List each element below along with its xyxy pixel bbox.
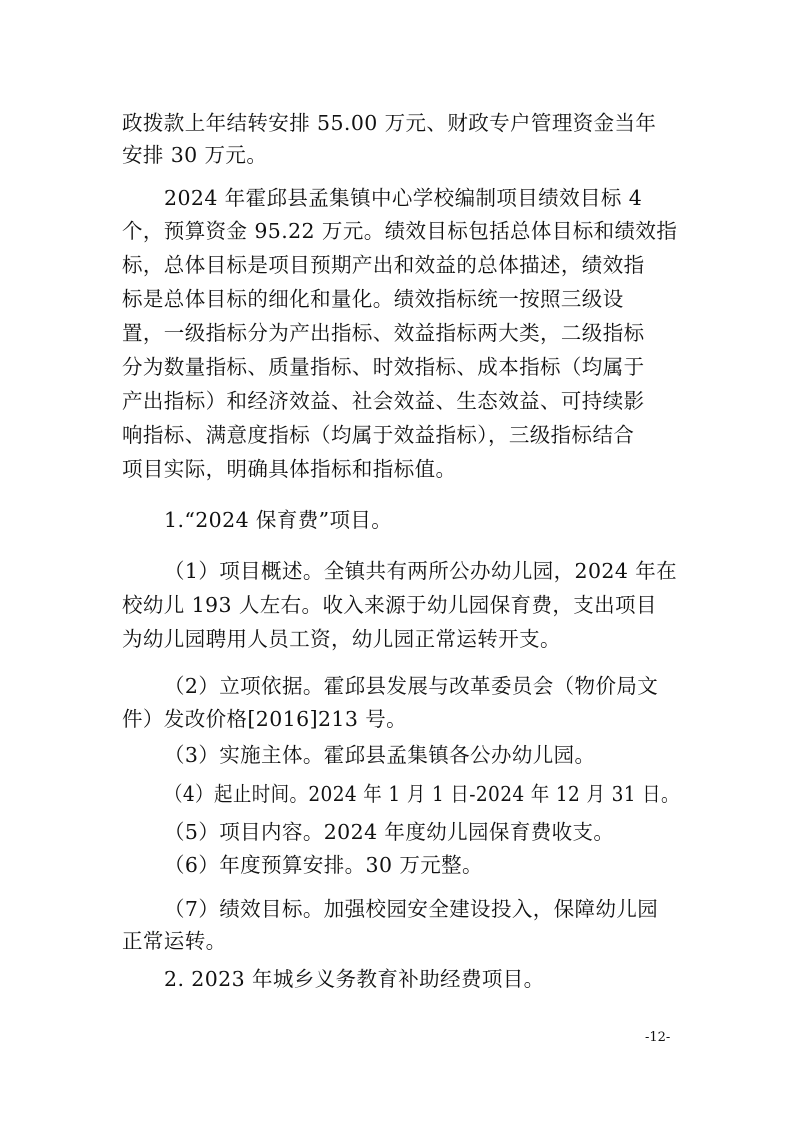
item-1-line-1: （1）项目概述。全镇共有两所公办幼儿园，2024 年在 xyxy=(164,559,678,583)
paragraph-2-line-5: 置，一级指标分为产出指标、效益指标两大类，二级指标 xyxy=(122,321,645,345)
paragraph-2-line-8: 响指标、满意度指标（均属于效益指标），三级指标结合 xyxy=(122,423,635,447)
item-5: （5）项目内容。2024 年度幼儿园保育费收支。 xyxy=(164,820,615,844)
item-6: （6）年度预算安排。30 万元整。 xyxy=(164,853,483,877)
paragraph-2-line-4: 标是总体目标的细化和量化。绩效指标统一按照三级设 xyxy=(122,287,624,311)
paragraph-2-line-1: 2024 年霍邱县孟集镇中心学校编制项目绩效目标 4 xyxy=(164,186,643,210)
paragraph-2-line-2: 个，预算资金 95.22 万元。绩效目标包括总体目标和绩效指 xyxy=(122,219,678,243)
paragraph-1-line-1: 政拨款上年结转安排 55.00 万元、财政专户管理资金当年 xyxy=(122,111,657,135)
section-heading-1: 1.“2024 保育费”项目。 xyxy=(164,508,393,532)
paragraph-2-line-7: 产出指标）和经济效益、社会效益、生态效益、可持续影 xyxy=(122,389,645,413)
paragraph-2-line-3: 标，总体目标是项目预期产出和效益的总体描述，绩效指 xyxy=(122,253,645,277)
item-7-line-1: （7）绩效目标。加强校园安全建设投入，保障幼儿园 xyxy=(164,897,659,921)
item-2-line-1: （2）立项依据。霍邱县发展与改革委员会（物价局文 xyxy=(164,674,659,698)
paragraph-1-line-2: 安排 30 万元。 xyxy=(122,143,268,167)
item-3: （3）实施主体。霍邱县孟集镇各公办幼儿园。 xyxy=(164,743,596,767)
section-heading-2: 2. 2023 年城乡义务教育补助经费项目。 xyxy=(164,967,545,991)
item-1-line-3: 为幼儿园聘用人员工资，幼儿园正常运转开支。 xyxy=(122,627,561,651)
page-number: -12- xyxy=(645,1030,671,1045)
paragraph-2-line-9: 项目实际，明确具体指标和指标值。 xyxy=(122,457,457,481)
item-2-line-2: 件）发改价格[2016]213 号。 xyxy=(122,707,408,731)
item-7-line-2: 正常运转。 xyxy=(122,929,227,953)
paragraph-2-line-6: 分为数量指标、质量指标、时效指标、成本指标（均属于 xyxy=(122,355,645,379)
item-1-line-2: 校幼儿 193 人左右。收入来源于幼儿园保育费，支出项目 xyxy=(122,593,657,617)
item-4: （4）起止时间。2024 年 1 月 1 日-2024 年 12 月 31 日。 xyxy=(164,782,680,806)
